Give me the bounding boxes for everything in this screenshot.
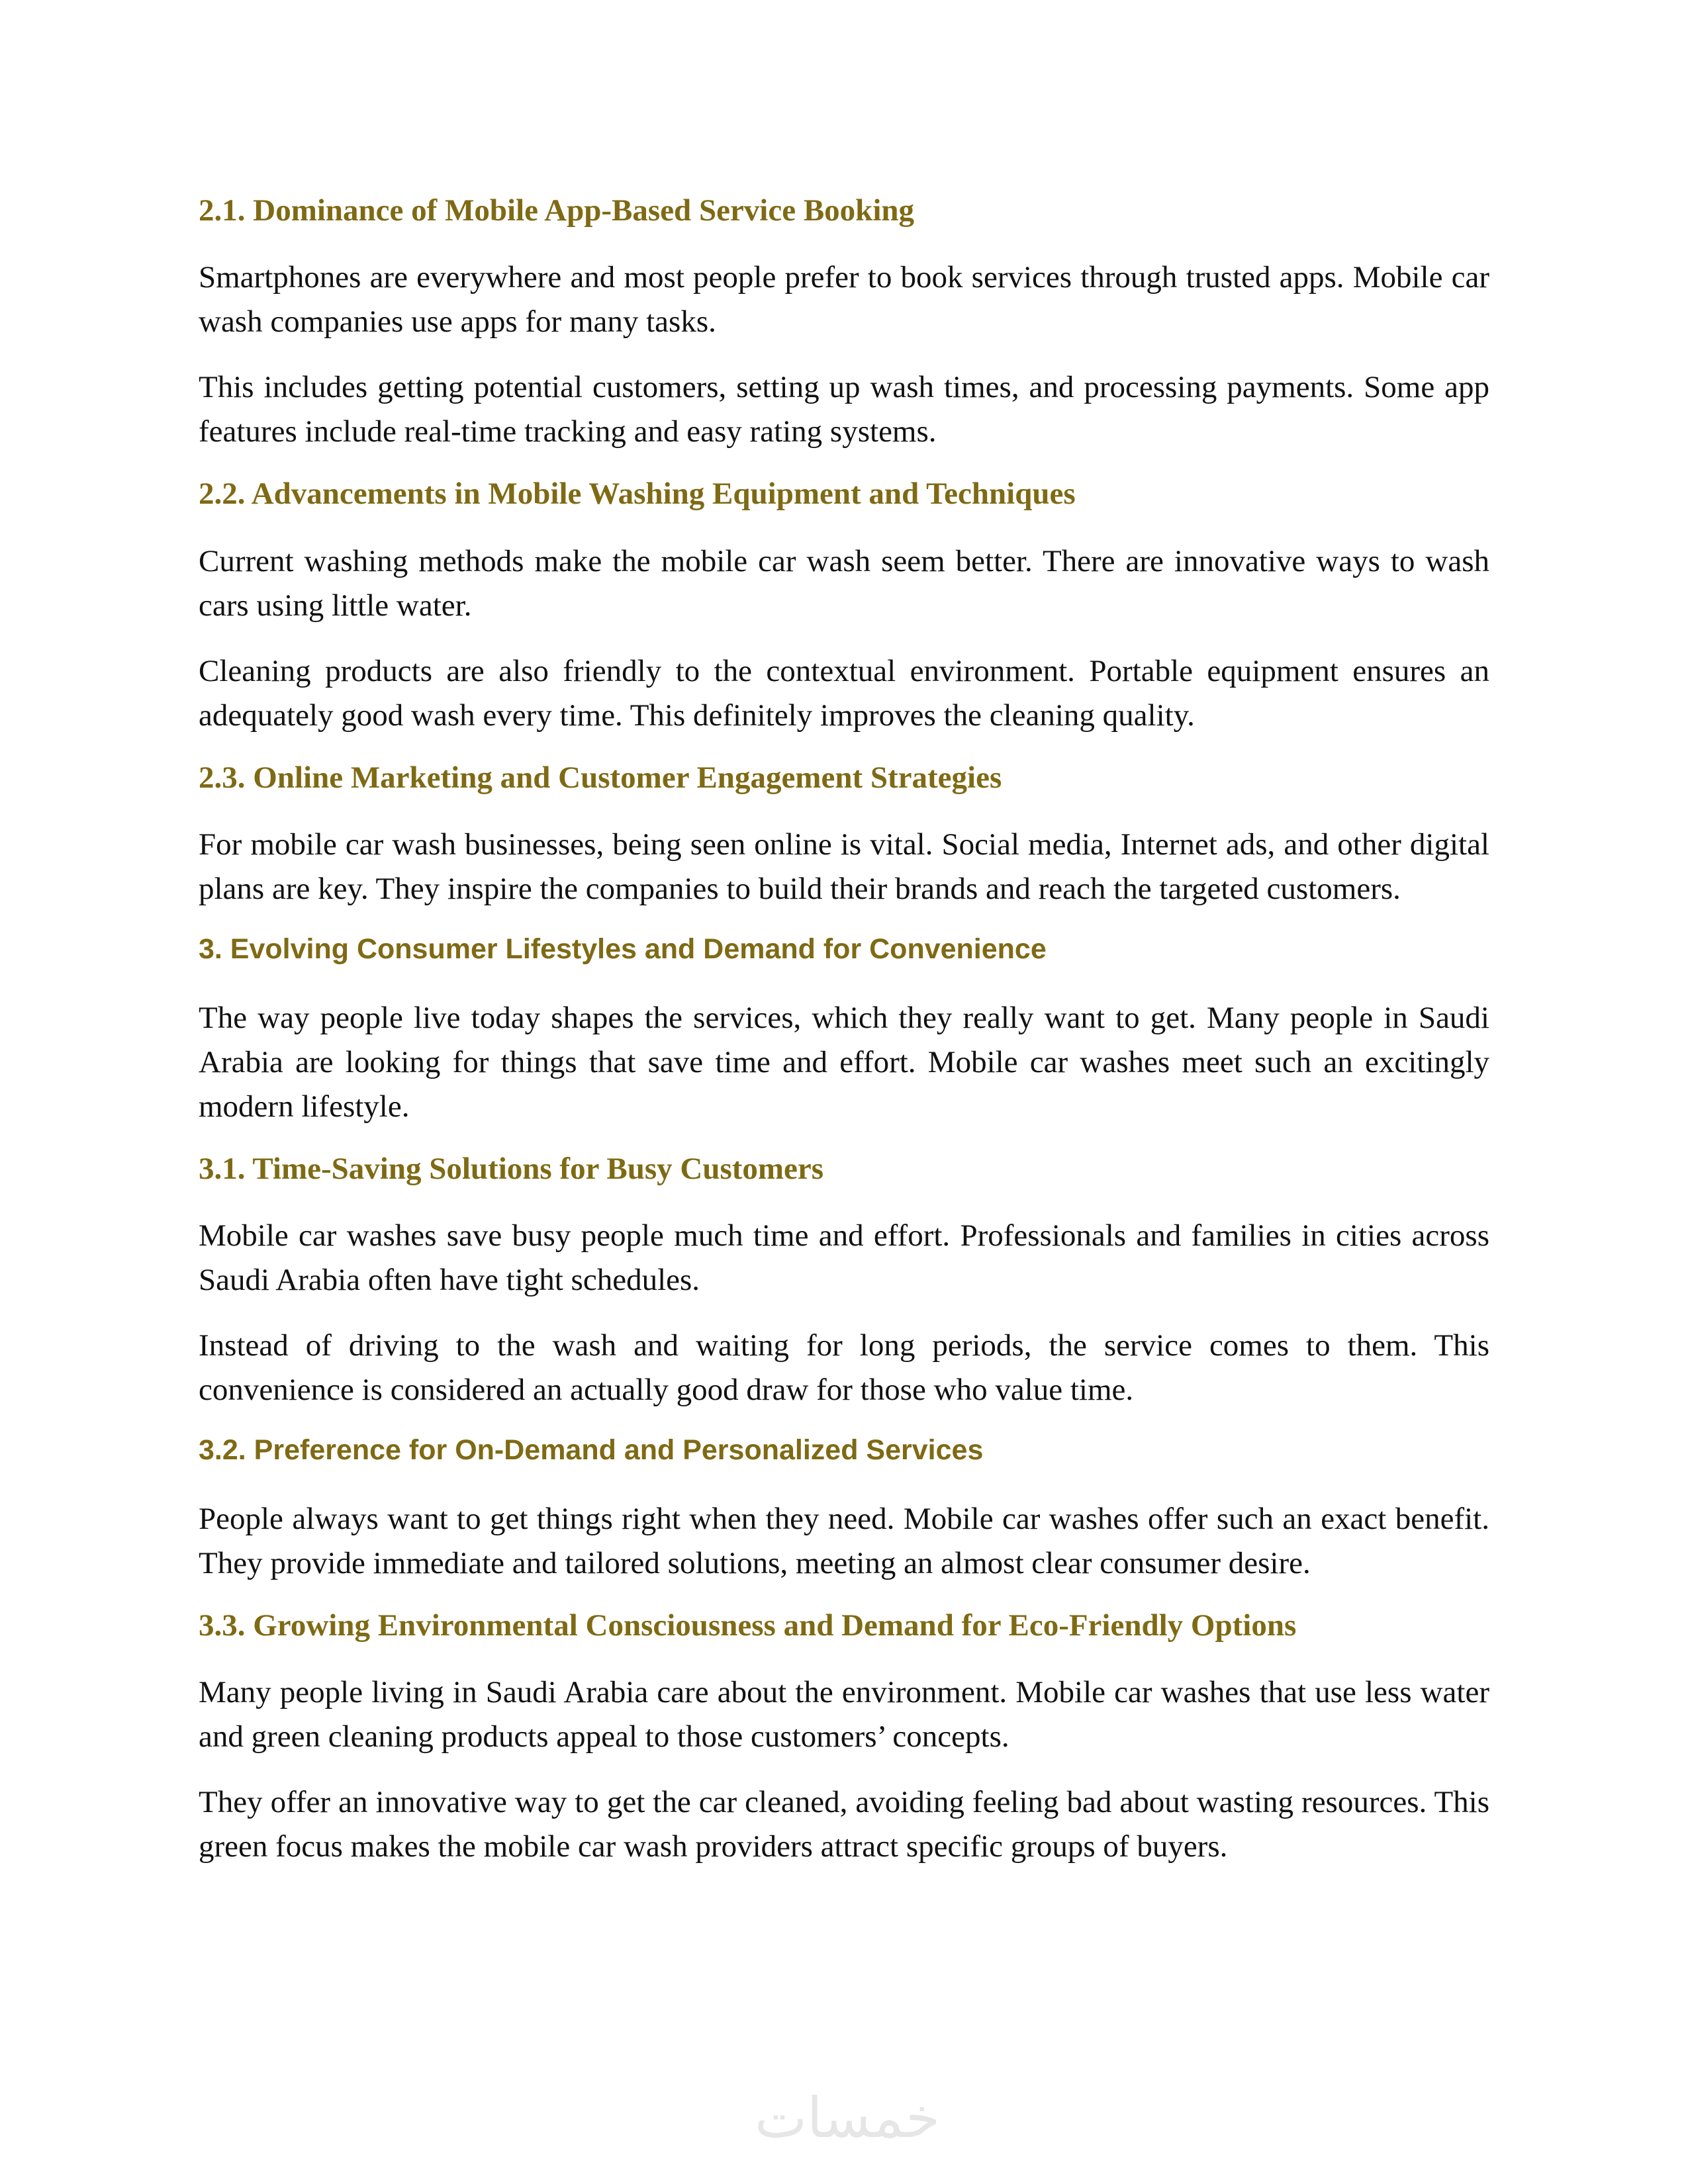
paragraph: Cleaning products are also friendly to the contextual environment. Portable equipment ensures an adequately good wash every time. This definitely improves the cleaning quality. (199, 653, 1489, 733)
paragraph: They offer an innovative way to get the car cleaned, avoiding feeling bad about wasting resources. This green focus makes the mobile car wash providers attract specific groups of buyers. (199, 1785, 1489, 1864)
section-heading-2-1: 2.1. Dominance of Mobile App-Based Service Booking (199, 193, 915, 228)
paragraph: Instead of driving to the wash and waiting for long periods, the service comes to them. This convenience is considered an actually good draw for those who value time. (199, 1328, 1489, 1408)
paragraph: People always want to get things right when they need. Mobile car washes offer such an exact benefit. They provide immediate and tailored solutions, meeting an almost clear consumer desire. (199, 1501, 1489, 1580)
section-heading-3-2: 3.2. Preference for On-Demand and Personalized Services (199, 1434, 984, 1467)
paragraph: Smartphones are everywhere and most people prefer to book services through trusted apps. Mobile car wash companies use apps for many tasks. (199, 260, 1489, 340)
paragraph: For mobile car wash businesses, being seen online is vital. Social media, Internet ads, and other digital plans are key. They inspire the companies to build their brands and reach the targeted customers. (199, 827, 1489, 907)
paragraph: Mobile car washes save busy people much time and effort. Professionals and families in cities across Saudi Arabia often have tight schedules. (199, 1218, 1489, 1298)
document-page (199, 192, 1489, 1890)
section-heading-2-3: 2.3. Online Marketing and Customer Engagement Strategies (199, 760, 1002, 795)
section-heading-2-2: 2.2. Advancements in Mobile Washing Equipment and Techniques (199, 477, 1076, 512)
paragraph: This includes getting potential customers, setting up wash times, and processing payments. Some app features include real-time tracking and easy rating systems. (199, 370, 1489, 449)
watermark-logo: خمسات (754, 2085, 941, 2150)
section-heading-3: 3. Evolving Consumer Lifestyles and Demand for Convenience (199, 933, 1047, 966)
paragraph: The way people live today shapes the services, which they really want to get. Many people in Saudi Arabia are looking for things that save time and effort. Mobile car washes meet such an excitingly modern lifestyle. (199, 1000, 1489, 1124)
paragraph: Many people living in Saudi Arabia care about the environment. Mobile car washes that use less water and green cleaning products appeal to those customers’ concepts. (199, 1675, 1489, 1754)
paragraph: Current washing methods make the mobile car wash seem better. There are innovative ways to wash cars using little water. (199, 543, 1489, 623)
section-heading-3-1: 3.1. Time-Saving Solutions for Busy Customers (199, 1151, 824, 1186)
section-heading-3-3: 3.3. Growing Environmental Consciousness and Demand for Eco-Friendly Options (199, 1608, 1297, 1643)
